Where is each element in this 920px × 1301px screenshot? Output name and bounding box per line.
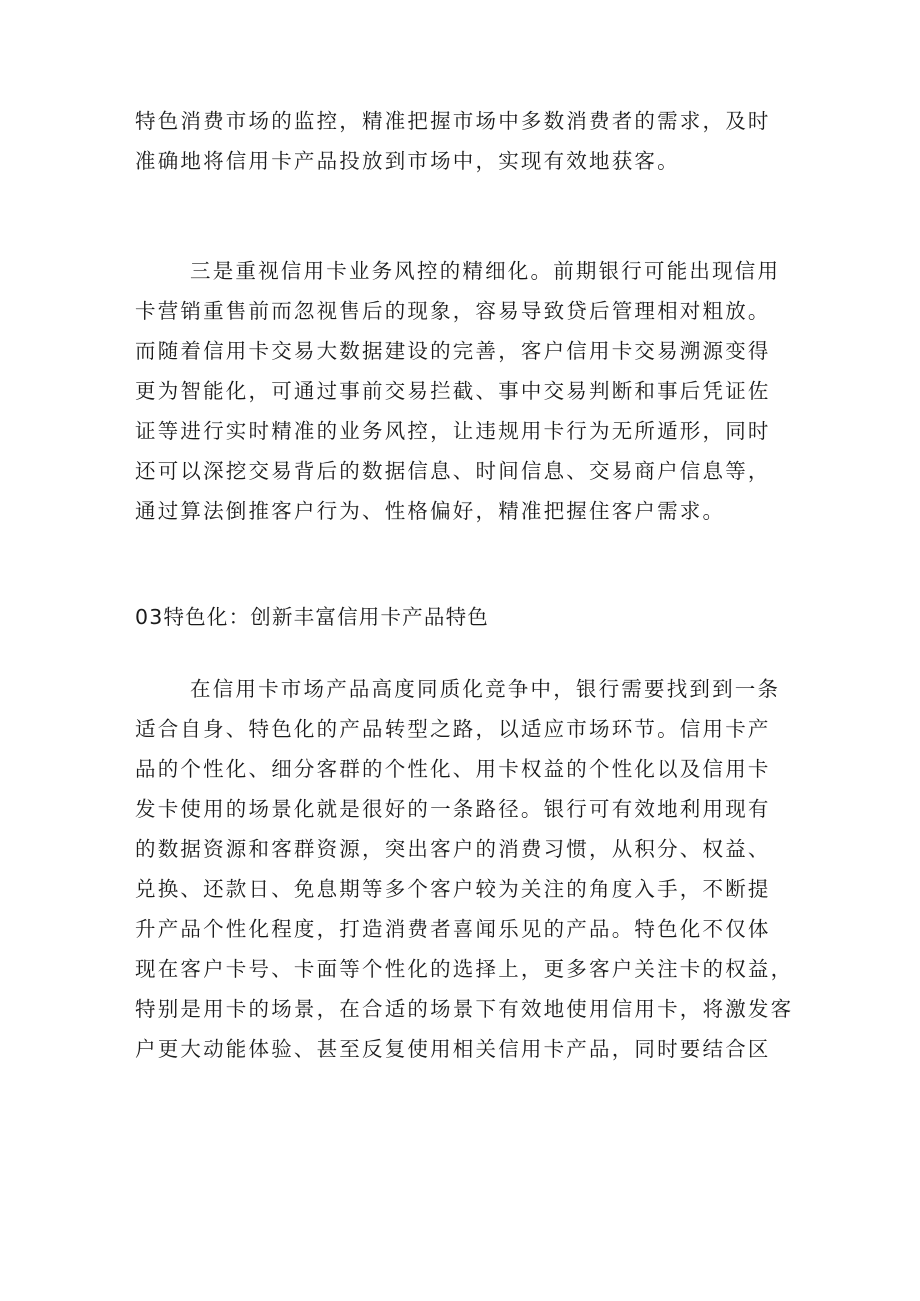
section-heading-text: 03特色化：创新丰富信用卡产品特色 [135, 605, 489, 629]
text-line: 卡营销重售前而忽视售后的现象，容易导致贷后管理相对粗放。 [135, 299, 771, 323]
section-heading [135, 604, 795, 630]
text-line: 现在客户卡号、卡面等个性化的选择上，更多客户关注卡的权益， [135, 957, 794, 981]
text-line: 更为智能化，可通过事前交易拦截、事中交易判断和事后凭证佐 [135, 379, 771, 403]
text-line: 证等进行实时精准的业务风控，让违规用卡行为无所遁形，同时 [135, 419, 771, 443]
text-line: 准确地将信用卡产品投放到市场中，实现有效地获客。 [135, 149, 680, 173]
text-line: 还可以深挖交易背后的数据信息、时间信息、交易商户信息等， [135, 459, 771, 483]
text-line: 特别是用卡的场景，在合适的场景下有效地使用信用卡，将激发客 [135, 997, 794, 1021]
text-line: 而随着信用卡交易大数据建设的完善，客户信用卡交易溯源变得 [135, 339, 771, 363]
text-line: 升产品个性化程度，打造消费者喜闻乐见的产品。特色化不仅体 [135, 917, 771, 941]
text-line: 三是重视信用卡业务风控的精细化。前期银行可能出现信用 [190, 259, 781, 283]
text-line: 通过算法倒推客户行为、性格偏好，精准把握住客户需求。 [135, 499, 726, 523]
document-body [135, 108, 795, 1062]
text-line: 品的个性化、细分客群的个性化、用卡权益的个性化以及信用卡 [135, 757, 771, 781]
paragraph-market-monitoring [135, 108, 795, 174]
text-line: 在信用卡市场产品高度同质化竞争中，银行需要找到到一条 [190, 677, 781, 701]
text-line: 发卡使用的场景化就是很好的一条路径。银行可有效地利用现有 [135, 797, 771, 821]
text-line: 的数据资源和客群资源，突出客户的消费习惯，从积分、权益、 [135, 837, 771, 861]
text-line: 兑换、还款日、免息期等多个客户较为关注的角度入手，不断提 [135, 877, 771, 901]
text-line: 户更大动能体验、甚至反复使用相关信用卡产品，同时要结合区 [135, 1037, 771, 1061]
text-line: 适合自身、特色化的产品转型之路，以适应市场环节。信用卡产 [135, 717, 771, 741]
paragraph-risk-control [135, 258, 795, 524]
paragraph-product-features [135, 676, 795, 1062]
text-line: 特色消费市场的监控，精准把握市场中多数消费者的需求，及时 [135, 109, 771, 133]
